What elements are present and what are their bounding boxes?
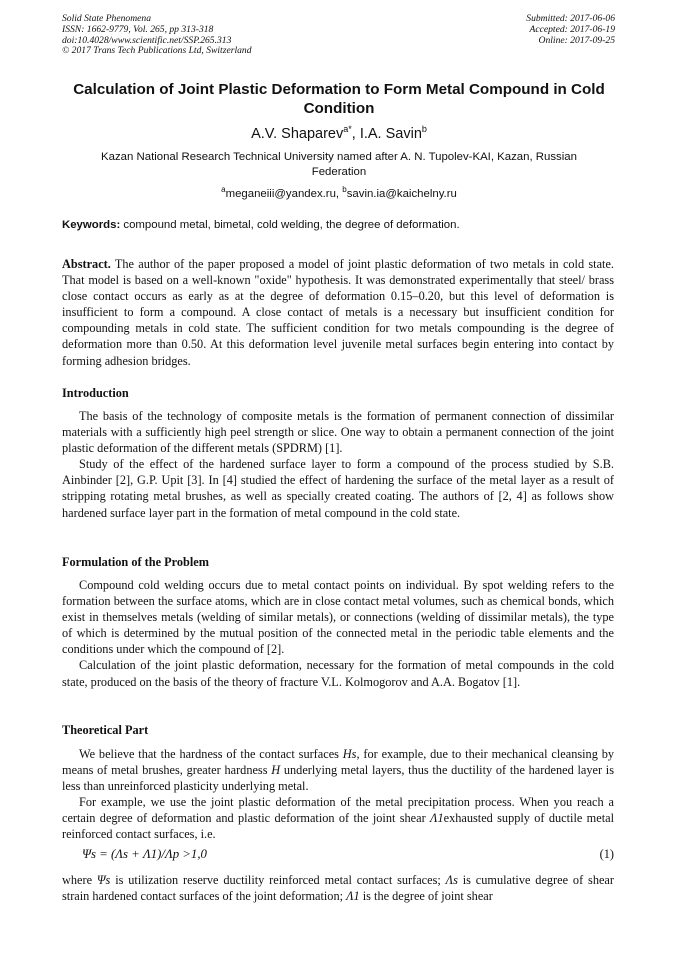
theoretical-body xyxy=(62,746,614,843)
accepted-date: Accepted: 2017-06-19 xyxy=(529,23,615,35)
symbol-psi-s: Ψs xyxy=(96,873,111,887)
keywords-label: Keywords: xyxy=(62,219,121,231)
affiliation: Kazan National Research Technical University named after A. N. Tupolev-KAI, Kazan, Russian Federation xyxy=(101,151,577,178)
section-heading-theoretical: Theoretical Part xyxy=(62,723,149,737)
formulation-paragraph-1: Compound cold welding occurs due to metal contact points on individual. By spot welding refers to the formation between the surface atoms, which are in close contact metal volumes, such as chemical bonds, which exist in themselves metals (welding of similar metals), or connections (welding of dissimilar metals), the type of which is determined by the mutual position of the connected metal in the periodic table elements and the conditions under which the compound of [2]. xyxy=(62,578,614,657)
keywords xyxy=(62,219,622,231)
text-run: exhausted supply of ductile metal reinforced contact surfaces, i.e. xyxy=(62,811,614,842)
equation-1 xyxy=(82,847,614,862)
section-heading-formulation: Formulation of the Problem xyxy=(62,555,209,569)
formulation-body xyxy=(62,577,614,690)
email-2[interactable]: savin.ia@kaichelny.ru xyxy=(346,187,457,200)
intro-paragraph-1: The basis of the technology of composite metals is the formation of permanent connection of dissimilar materials with a sufficiently high peel strength or slice. One way to obtain a permanent connection of the joint plastic deformation of the different metals (SPDRM) [1]. xyxy=(62,409,614,456)
equation-number: (1) xyxy=(599,847,614,861)
text-run: For example, we use the joint plastic deformation of the metal precipitation process. When you reach a certain degree of deformation and plastic deformation of the joint shear xyxy=(62,795,614,826)
symbol-lambda1: Λ1 xyxy=(430,811,444,826)
journal-info xyxy=(62,14,252,57)
equation-formula: Ψs = (Λs + Λ1)/Λp >1,0 xyxy=(82,847,207,861)
text-run: is cumulative degree of shear strain hardened contact surfaces of the joint deformation; xyxy=(62,873,614,904)
formulation-paragraph-2: Calculation of the joint plastic deformation, necessary for the formation of metal compounds in the cold state, produced on the basis of the theory of fracture V.L. Kolmogorov and A.A. Bogatov [1]. xyxy=(62,658,614,689)
text-run: underlying metal layers, thus the ductility of the hardened layer is less than unreinforced plasticity underlying metal. xyxy=(62,763,614,794)
abstract-label: Abstract. xyxy=(62,257,111,271)
journal-name: Solid State Phenomena xyxy=(62,13,151,24)
intro-paragraph-2: Study of the effect of the hardened surface layer to form a compound of the process studied by S.B. Ainbinder [2], G.P. Upit [3]. In [4] studied the effect of hardening the surface of the metal layer as a result of stripping rotating metal brushes, as well as specially created coating. The authors of [2, 4] as follows show hardened surface layer part in the formation of metal compound in the cold state. xyxy=(62,457,614,520)
text-run: is utilization reserve ductility reinforced metal contact surfaces; xyxy=(110,873,446,887)
submitted-date: Submitted: 2017-06-06 xyxy=(526,13,615,24)
explanation-paragraph xyxy=(62,872,614,904)
abstract xyxy=(62,256,614,369)
paper-title: Calculation of Joint Plastic Deformation to Form Metal Compound in Cold Condition xyxy=(73,81,605,117)
doi-line: doi:10.4028/www.scientific.net/SSP.265.313 xyxy=(62,34,232,46)
author-1: A.V. Shaparev xyxy=(251,125,344,142)
email-line xyxy=(0,185,678,200)
author-1-sup: a* xyxy=(343,124,352,134)
text-run: is the degree of joint shear xyxy=(359,889,493,904)
keywords-text: compound metal, bimetal, cold welding, the degree of deformation. xyxy=(120,219,460,231)
author-2: I.A. Savin xyxy=(359,125,422,142)
abstract-text: The author of the paper proposed a model of joint plastic deformation of two metals in cold state. That model is based on a well-known "oxide" hypothesis. It was demonstrated experimentally that steel/ brass close contact occurs as early as at the degree of deformation 0.15–0.20, but this level of deformation is insufficient to form a compound. A close contact of metals is a necessary but insufficient condition for compounding metals in cold state. The sufficient condition for two metals compounding is the degree of deformation more than 0.50. At this deformation level juvenile metal surfaces begin entering into contact by forming adhesion bridges. xyxy=(62,257,614,368)
email-1-sup: a xyxy=(221,185,226,194)
dates-info xyxy=(526,14,615,46)
online-date: Online: 2017-09-25 xyxy=(538,34,615,46)
symbol-hs: Hs xyxy=(342,747,357,761)
theoretical-paragraph-1 xyxy=(62,746,614,794)
text-run: We believe that the hardness of the contact surfaces xyxy=(79,747,343,761)
text-run: where xyxy=(62,873,97,887)
symbol-lambda1: Λ1 xyxy=(346,889,360,904)
symbol-lambda-s: Λs xyxy=(445,873,458,887)
section-heading-introduction: Introduction xyxy=(62,386,129,400)
author-line xyxy=(0,124,678,142)
issn-line: ISSN: 1662-9779, Vol. 265, pp 313-318 xyxy=(62,23,214,35)
introduction-body xyxy=(62,408,614,521)
author-separator: , xyxy=(351,125,360,142)
email-1[interactable]: meganeiii@yandex.ru, xyxy=(225,187,343,200)
author-2-sup: b xyxy=(421,124,427,134)
symbol-h: H xyxy=(271,763,281,778)
text-run: , for example, due to their mechanical cleansing by means of metal brushes, greater hardness xyxy=(62,747,614,778)
copyright-line: © 2017 Trans Tech Publications Ltd, Switzerland xyxy=(62,45,252,57)
theoretical-paragraph-2 xyxy=(62,794,614,842)
equation-explanation xyxy=(62,872,614,904)
email-2-sup: b xyxy=(342,185,347,194)
